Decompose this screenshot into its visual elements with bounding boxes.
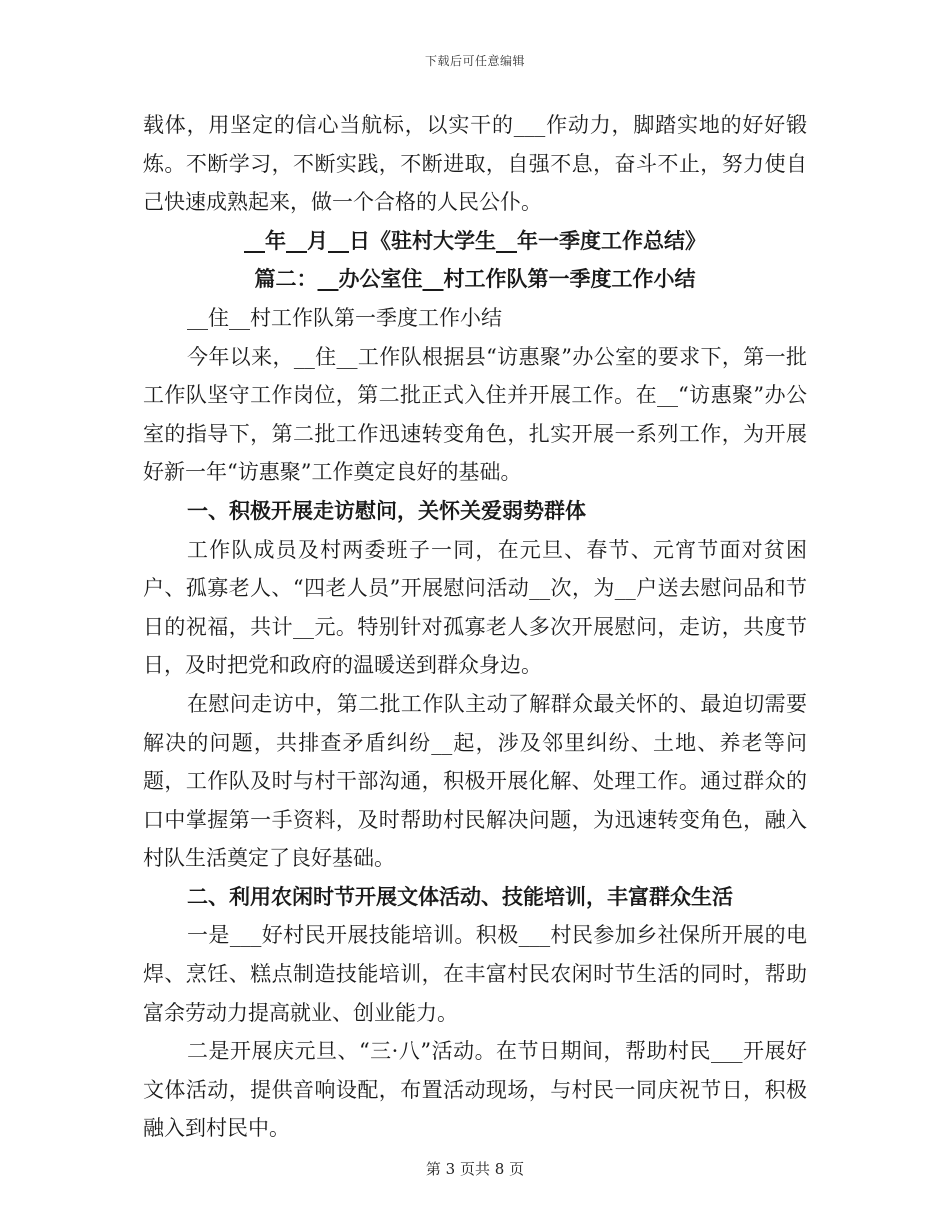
heading-2: 二、利用农闲时节开展文体活动、技能培训，丰富群众生活 [187, 883, 733, 909]
paragraph-visits: 工作队成员及村两委班子一同，在元旦、春节、元宵节面对贫困户、孤寡老人、“四老人员”开展慰问活动__次，为__户送去慰问品和节日的祝福，共计__元。特别针对孤寡老人多次开展慰问，走访，共度节日，及时把党和政府的温暖送到群众身边。 [143, 537, 807, 678]
page-header: 下载后可任意编辑 [424, 54, 525, 68]
paragraph-disputes: 在慰问走访中，第二批工作队主动了解群众最关怀的、最迫切需要解决的问题，共排查矛盾纠纷__起，涉及邻里纠纷、土地、养老等问题，工作队及时与村干部沟通，积极开展化解、处理工作。通过群众的口中掌握第一手资料，及时帮助村民解决问题，为迅速转变角色，融入村队生活奠定了良好基础。 [143, 691, 807, 871]
paragraph-activities: 二是开展庆元旦、“三·八”活动。在节日期间，帮助村民___开展好文体活动，提供音响设配，布置活动现场，与村民一同庆祝节日，积极融入到村民中。 [143, 1039, 807, 1141]
heading-1: 一、积极开展走访慰问，关怀关爱弱势群体 [187, 497, 586, 523]
paragraph-intro: 今年以来，__住__工作队根据县“访惠聚”办公室的要求下，第一批工作队坚守工作岗位，第二批正式入住并开展工作。在__“访惠聚”办公室的指导下，第二批工作迅速转变角色，扎实开展一系列工作，为开展好新一年“访惠聚”工作奠定良好的基础。 [143, 344, 807, 485]
page-footer: 第 3 页共 8 页 [425, 1160, 525, 1178]
paragraph-training: 一是___好村民开展技能培训。积极___村民参加乡社保所开展的电焊、烹饪、糕点制造技能培训，在丰富村民农闲时节生活的同时，帮助富余劳动力提高就业、创业能力。 [143, 923, 807, 1025]
document-body [143, 106, 807, 1148]
document-title: __年__月__日《驻村大学生__年一季度工作总结》 [244, 227, 706, 253]
report-subtitle: __住__村工作队第一季度工作小结 [187, 305, 502, 330]
section-title: 篇二：__办公室住__村工作队第一季度工作小结 [254, 266, 696, 292]
paragraph-continuation: 载体，用坚定的信心当航标，以实干的___作动力，脚踏实地的好好锻炼。不断学习，不断实践，不断进取，自强不息，奋斗不止，努力使自己快速成熟起来，做一个合格的人民公仆。 [143, 113, 807, 215]
